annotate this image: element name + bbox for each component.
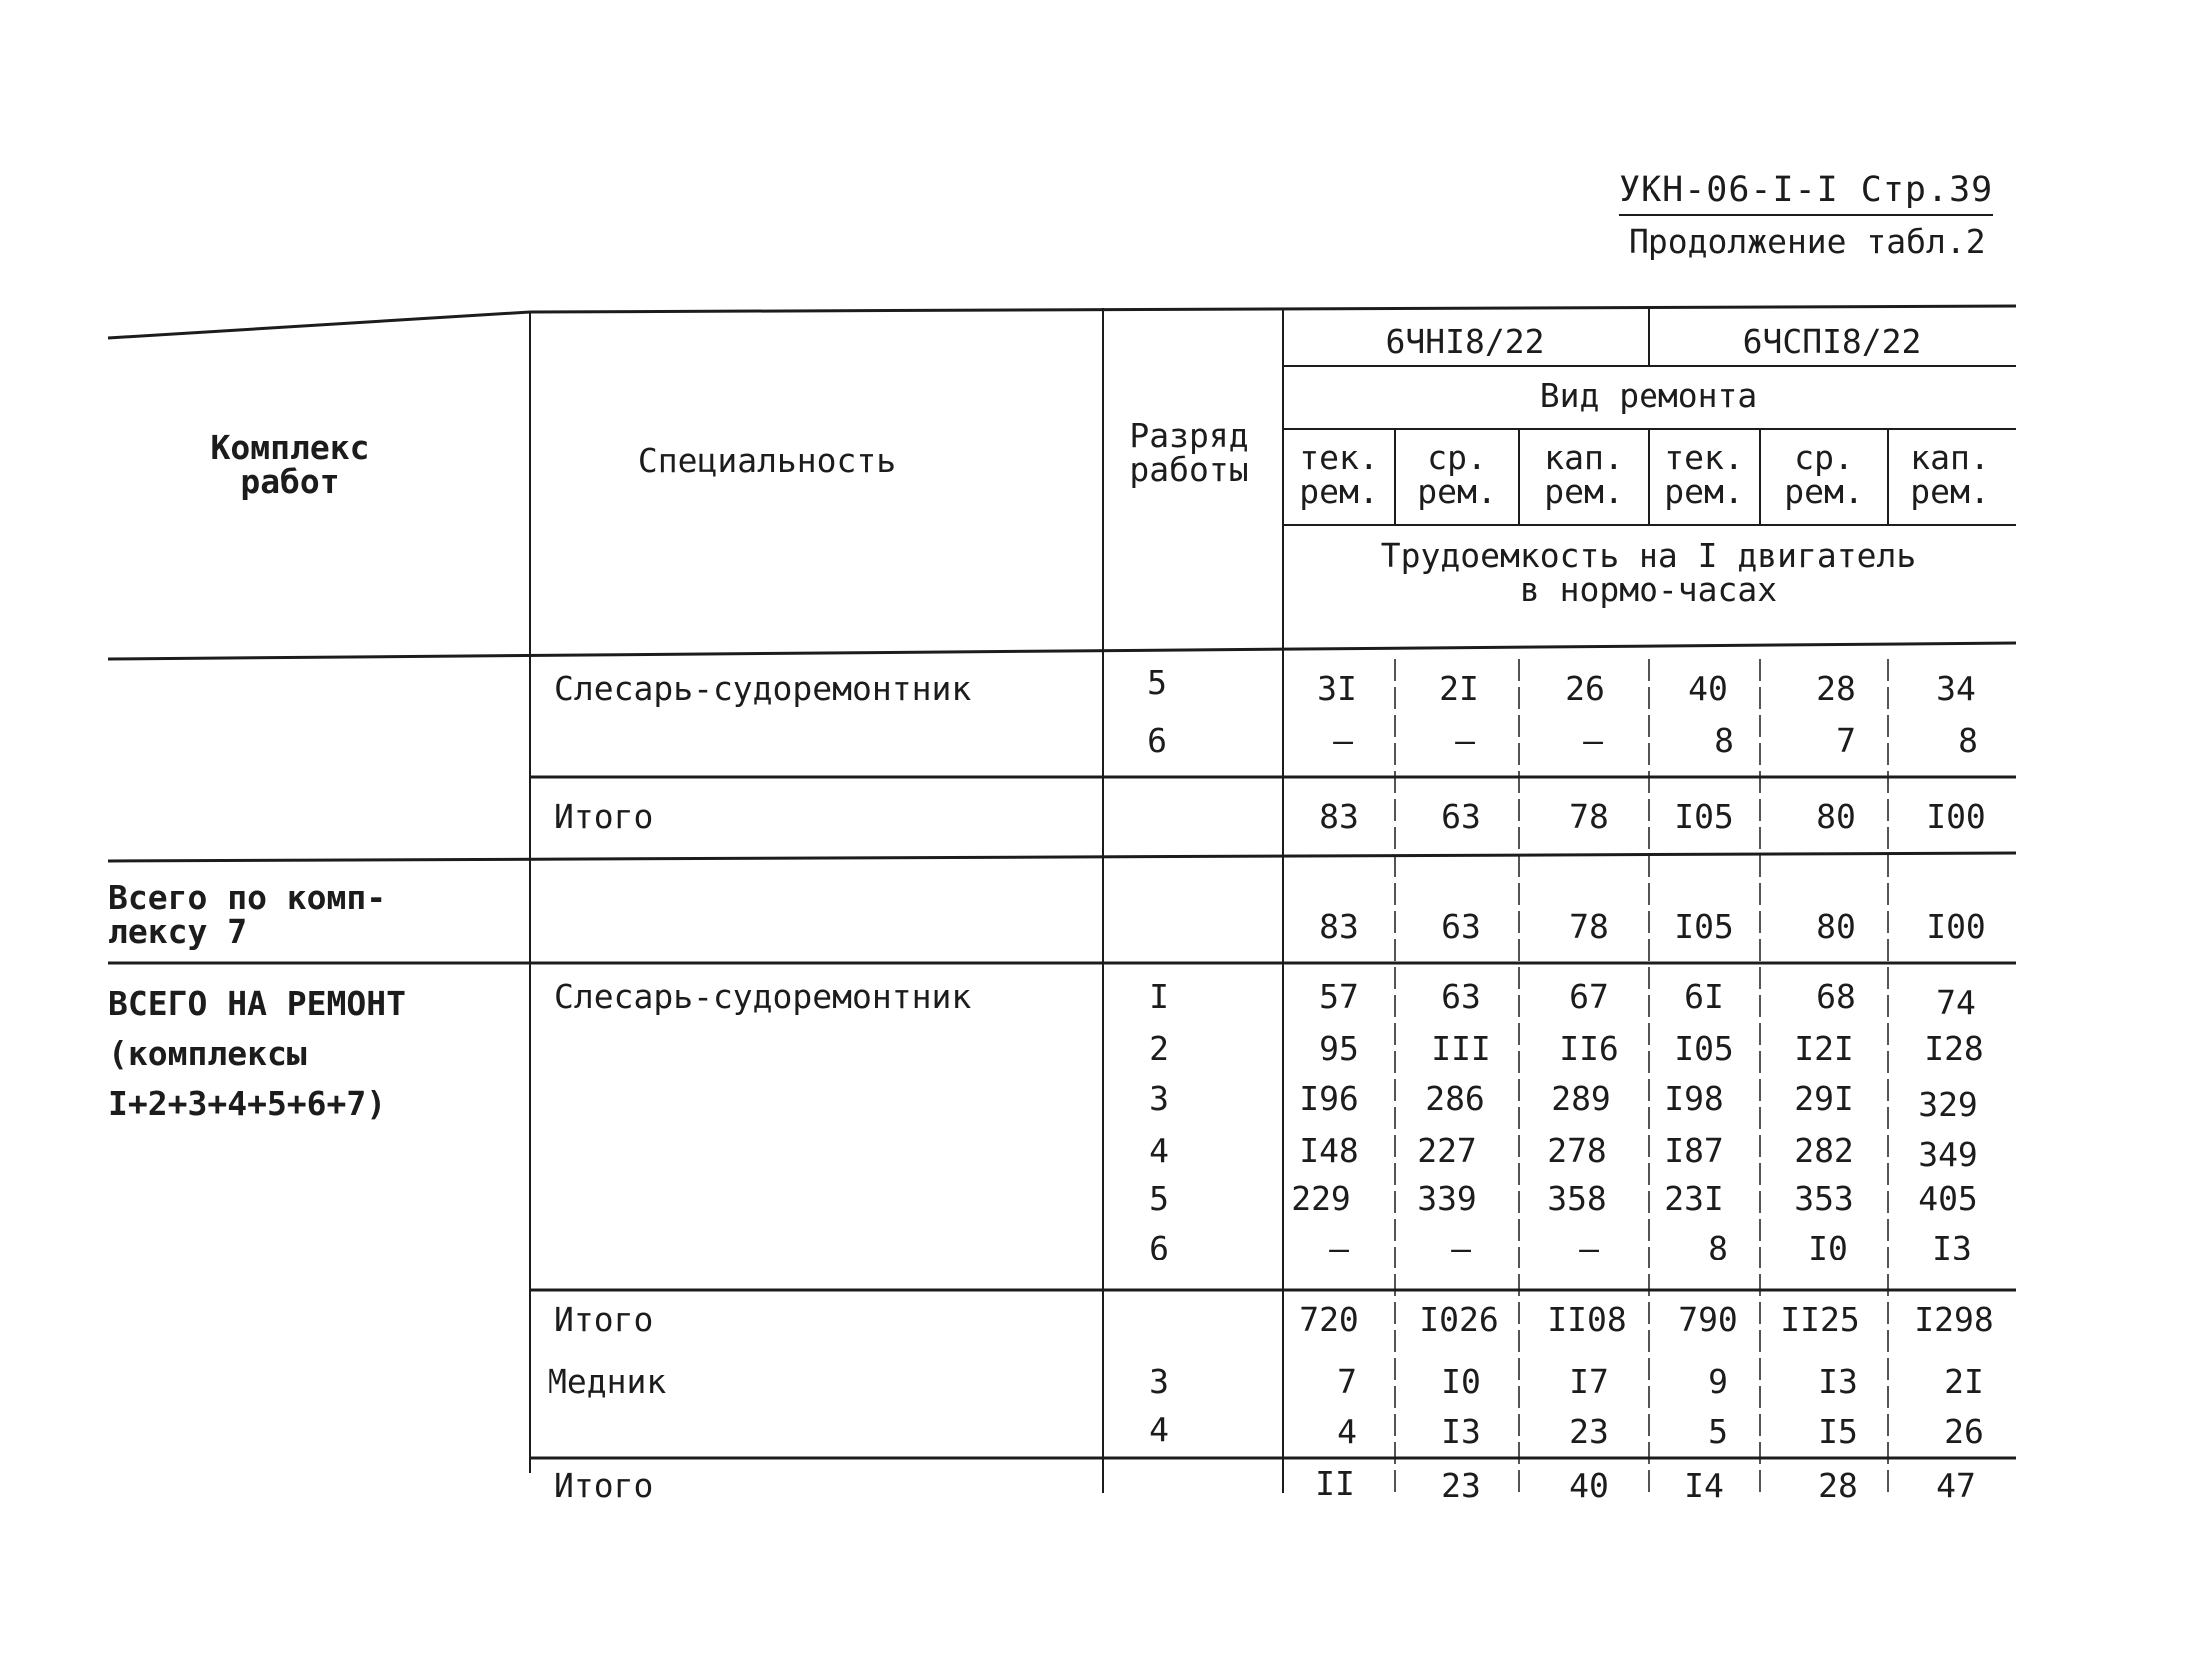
cell-value: 63 (1441, 797, 1481, 836)
cell-value: I2I (1794, 1029, 1854, 1068)
cell-grade: I (1149, 977, 1169, 1016)
cell-value: I7 (1569, 1362, 1609, 1401)
cell-value: 2I (1944, 1362, 1984, 1401)
cell-specialty: Медник (548, 1362, 667, 1401)
cell-value: 9 (1708, 1362, 1728, 1401)
cell-grade: 6 (1147, 721, 1167, 760)
cell-value: 63 (1441, 977, 1481, 1016)
cell-value: – (1329, 1229, 1349, 1267)
cell-value: I48 (1299, 1131, 1359, 1170)
cell-value: I87 (1664, 1131, 1724, 1170)
cell-value: 7 (1836, 721, 1856, 760)
cell-complex: ВСЕГО НА РЕМОНТ (комплексы I+2+3+4+5+6+7) (108, 984, 407, 1123)
cell-value: 80 (1816, 797, 1856, 836)
cell-value: I05 (1674, 907, 1734, 946)
cell-value: I00 (1926, 907, 1986, 946)
cell-value: 289 (1551, 1079, 1611, 1118)
cell-value: 26 (1944, 1412, 1984, 1451)
cell-value: 358 (1547, 1179, 1607, 1218)
header-complex: Комплекс работ (210, 428, 370, 501)
cell-value: 26 (1565, 669, 1605, 708)
cell-value: 34 (1936, 669, 1976, 708)
cell-value: 8 (1714, 721, 1734, 760)
cell-value: I0 (1441, 1362, 1481, 1401)
cell-value: I298 (1914, 1300, 1994, 1339)
cell-value: 68 (1816, 977, 1856, 1016)
cell-value: I0 (1808, 1229, 1848, 1267)
cell-value: I3 (1932, 1229, 1972, 1267)
cell-value: I28 (1924, 1029, 1984, 1068)
cell-value: 720 (1299, 1300, 1359, 1339)
cell-value: I5 (1818, 1412, 1858, 1451)
header-repair-kind-6: кап. рем. (1910, 438, 1990, 511)
cell-value: 8 (1708, 1229, 1728, 1267)
header-repair-kind-3: кап. рем. (1544, 438, 1624, 511)
cell-specialty: Слесарь-судоремонтник (554, 669, 972, 708)
table-continuation-note: Продолжение табл.2 (1629, 222, 1986, 261)
cell-value: 282 (1794, 1131, 1854, 1170)
header-labor-caption: Трудоемкость на I двигатель в нормо-часах (1380, 536, 1917, 609)
cell-value: I98 (1664, 1079, 1724, 1118)
cell-value: 329 (1918, 1085, 1978, 1124)
cell-value: 790 (1678, 1300, 1738, 1339)
cell-grade: 4 (1149, 1131, 1169, 1170)
cell-value: 47 (1936, 1466, 1976, 1505)
rule-complex-7-top (108, 853, 2016, 861)
cell-value: II25 (1780, 1300, 1860, 1339)
rule-top (530, 306, 2016, 312)
cell-grade: 5 (1147, 663, 1167, 702)
cell-value: 286 (1425, 1079, 1485, 1118)
cell-value: 278 (1547, 1131, 1607, 1170)
cell-value: 28 (1818, 1466, 1858, 1505)
document-code: УКН-06-I-I Стр.39 (1619, 170, 1993, 216)
cell-value: I00 (1926, 797, 1986, 836)
cell-value: 3I (1317, 669, 1357, 708)
cell-value: 57 (1319, 977, 1359, 1016)
cell-value: I026 (1419, 1300, 1499, 1339)
cell-grade: 6 (1149, 1229, 1169, 1267)
cell-value: 74 (1936, 983, 1976, 1022)
cell-value: 29I (1794, 1079, 1854, 1118)
cell-value: 40 (1569, 1466, 1609, 1505)
cell-grade: 3 (1149, 1079, 1169, 1118)
cell-value: – (1333, 721, 1353, 760)
header-grade: Разряд работы (1129, 417, 1249, 489)
header-specialty: Специальность (637, 441, 897, 480)
cell-grade: 5 (1149, 1179, 1169, 1218)
cell-specialty: Итого (554, 1466, 654, 1505)
cell-grade: 2 (1149, 1029, 1169, 1068)
cell-value: 2I (1439, 669, 1479, 708)
cell-value: 7 (1337, 1362, 1357, 1401)
header-repair-kind-2: ср. рем. (1417, 438, 1497, 511)
cell-value: 353 (1794, 1179, 1854, 1218)
cell-value: I3 (1818, 1362, 1858, 1401)
cell-complex: Всего по комп- лексу 7 (108, 878, 387, 951)
cell-value: 80 (1816, 907, 1856, 946)
cell-value: I96 (1299, 1079, 1359, 1118)
cell-value: I05 (1674, 797, 1734, 836)
header-repair-kind-1: тек. рем. (1299, 438, 1379, 511)
cell-value: II (1315, 1464, 1355, 1503)
cell-value: 4 (1337, 1412, 1357, 1451)
cell-value: – (1583, 721, 1603, 760)
cell-value: 6I (1684, 977, 1724, 1016)
cell-value: 83 (1319, 907, 1359, 946)
cell-value: II6 (1559, 1029, 1619, 1068)
cell-value: 229 (1291, 1179, 1351, 1218)
cell-value: 28 (1816, 669, 1856, 708)
cell-specialty: Слесарь-судоремонтник (554, 977, 972, 1016)
header-repair-kind-5: ср. рем. (1784, 438, 1864, 511)
cell-value: 5 (1708, 1412, 1728, 1451)
cell-grade: 4 (1149, 1410, 1169, 1449)
cell-value: 95 (1319, 1029, 1359, 1068)
cell-value: – (1451, 1229, 1471, 1267)
cell-specialty: Итого (554, 797, 654, 836)
cell-value: I05 (1674, 1029, 1734, 1068)
rule-header-bottom (108, 643, 2016, 659)
cell-value: I3 (1441, 1412, 1481, 1451)
cell-value: 83 (1319, 797, 1359, 836)
cell-value: 78 (1569, 797, 1609, 836)
cell-value: 23 (1569, 1412, 1609, 1451)
cell-value: 78 (1569, 907, 1609, 946)
cell-value: 349 (1918, 1135, 1978, 1174)
cell-value: 339 (1417, 1179, 1477, 1218)
cell-value: – (1455, 721, 1475, 760)
cell-value: 63 (1441, 907, 1481, 946)
cell-specialty: Итого (554, 1300, 654, 1339)
header-engine-2: 6ЧСПI8/22 (1742, 322, 1922, 361)
rule-top-left (108, 312, 530, 338)
cell-value: 67 (1569, 977, 1609, 1016)
header-engine-1: 6ЧНI8/22 (1385, 322, 1545, 361)
cell-grade: 3 (1149, 1362, 1169, 1401)
cell-value: 23I (1664, 1179, 1724, 1218)
header-repair-kind-4: тек. рем. (1664, 438, 1744, 511)
cell-value: 8 (1958, 721, 1978, 760)
cell-value: 227 (1417, 1131, 1477, 1170)
cell-value: III (1431, 1029, 1491, 1068)
cell-value: 23 (1441, 1466, 1481, 1505)
cell-value: 40 (1688, 669, 1728, 708)
cell-value: I4 (1684, 1466, 1724, 1505)
cell-value: – (1579, 1229, 1599, 1267)
cell-value: II08 (1547, 1300, 1627, 1339)
header-repair-type: Вид ремонта (1539, 376, 1758, 415)
cell-value: 405 (1918, 1179, 1978, 1218)
